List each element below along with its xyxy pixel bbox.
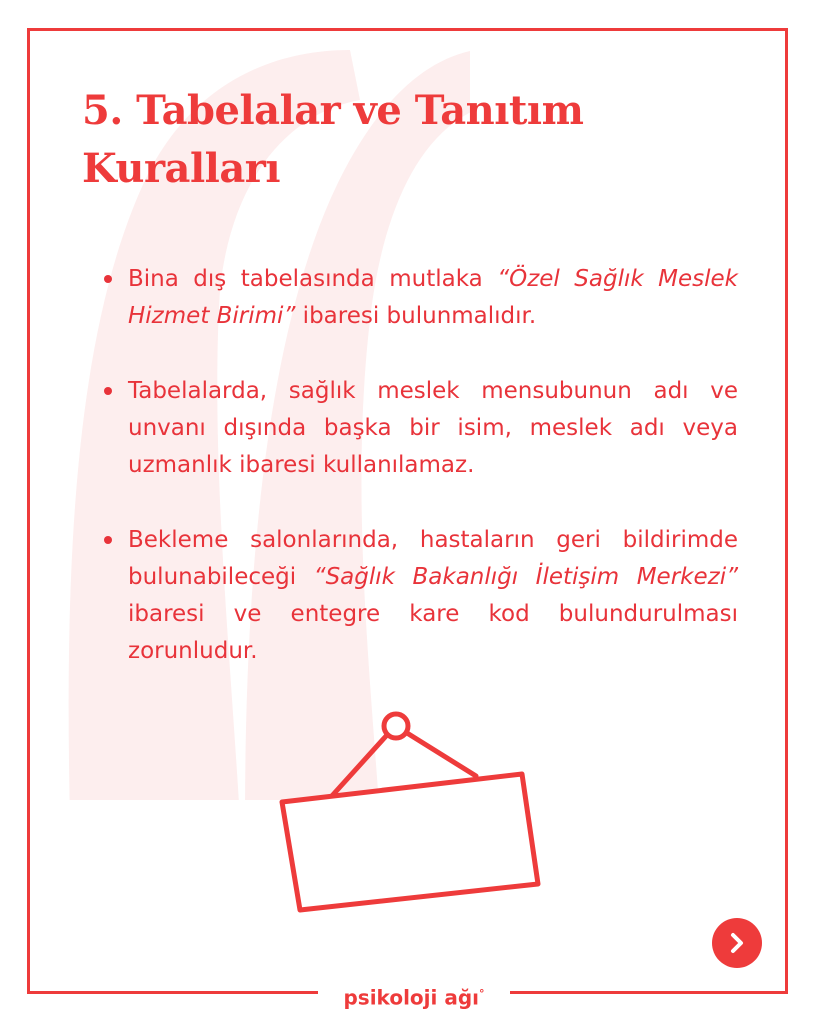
list-item	[104, 522, 738, 670]
chevron-right-icon	[727, 932, 747, 954]
list-item-text: Bina dış tabelasında mutlaka	[128, 266, 498, 292]
list-item-text: Bekleme salonlarında, hastaların geri bildirimde bulunabileceği	[128, 527, 738, 590]
list-item-quote: “Özel Sağlık Meslek Hizmet Birimi”	[128, 266, 738, 329]
hanging-sign-icon	[276, 708, 561, 928]
list-item	[104, 373, 738, 484]
list-item-quote: “Sağlık Bakanlığı İletişim Merkezi”	[313, 564, 739, 590]
brand-mark: °	[479, 987, 485, 1000]
list-item	[104, 261, 738, 335]
page-title: 5. Tabelalar ve Tanıtım Kuralları	[82, 87, 584, 192]
brand-logo	[318, 981, 510, 1011]
list-item-text: ibaresi bulunmalıdır.	[295, 303, 537, 329]
brand-name: psikoloji ağı	[343, 985, 480, 1010]
list-item-text: ibaresi ve entegre kare kod bulundurulması zorunludur.	[128, 601, 738, 664]
rules-list	[104, 261, 738, 708]
next-button[interactable]	[712, 918, 762, 968]
list-item-text: Tabelalarda, sağlık meslek mensubunun adı ve unvanı dışında başka bir isim, meslek adı veya uzmanlık ibaresi kullanılamaz.	[128, 378, 738, 478]
